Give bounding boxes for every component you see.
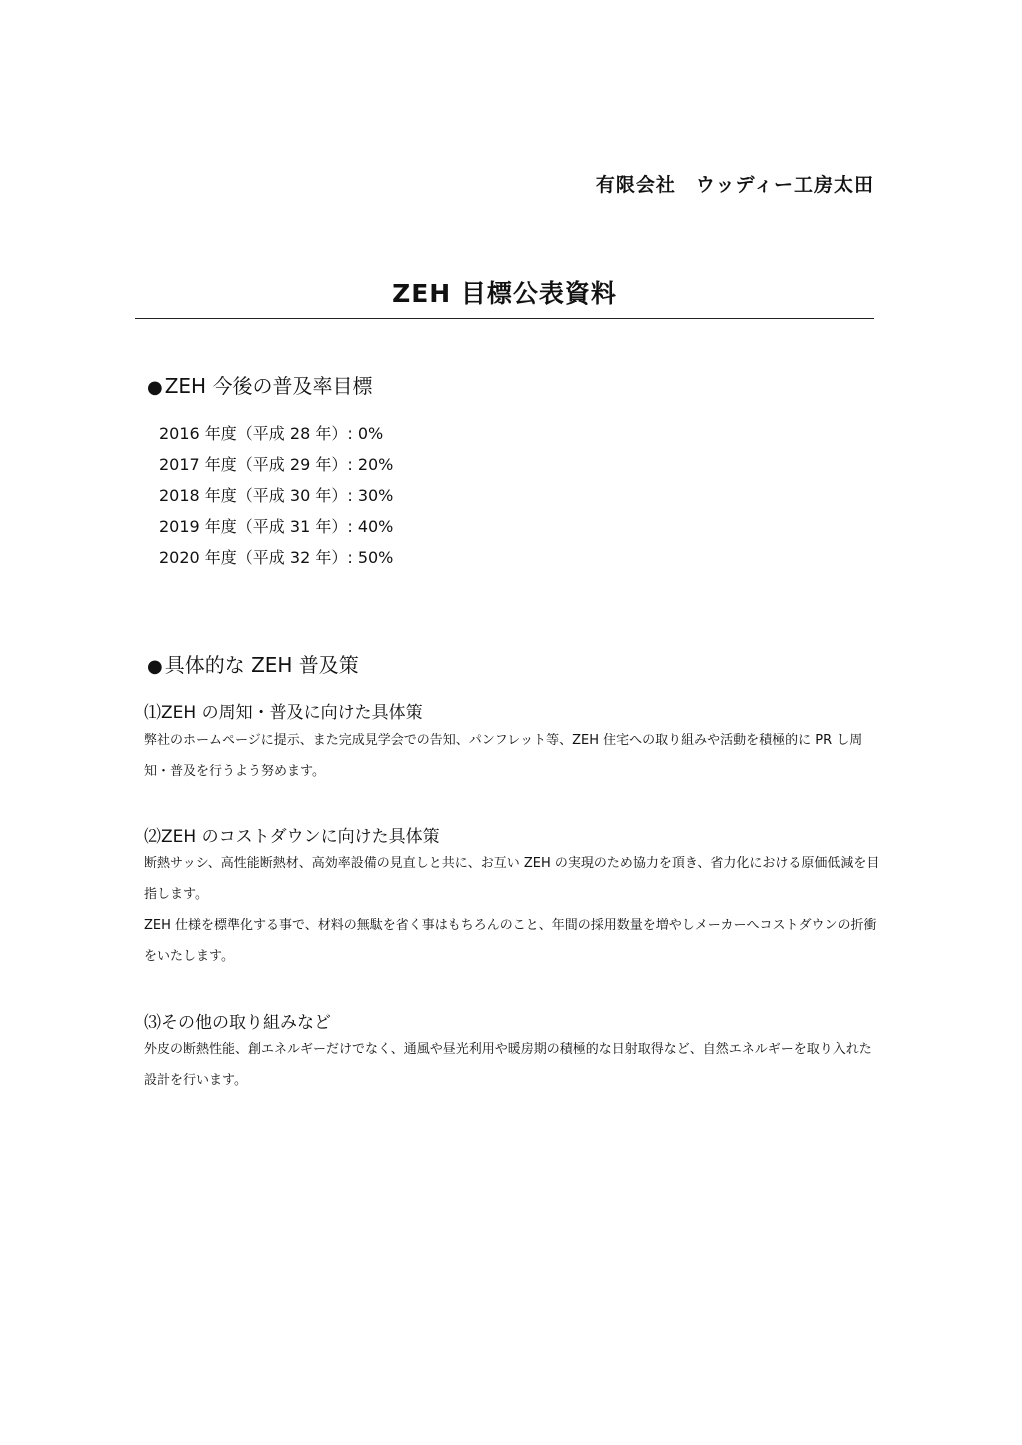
measure-2-heading: ⑵ZEH のコストダウンに向けた具体策 (144, 827, 440, 847)
measure-2-body-2: ZEH 仕様を標準化する事で、材料の無駄を省く事はもちろんのこと、年間の採用数量を増やしメーカーへコストダウンの折衝をいたします。 (144, 918, 877, 964)
company-name: 有限会社 ウッディー工房太田 (595, 174, 874, 196)
target-rate-item: 2020 年度（平成 32 年）: 50% (159, 548, 394, 567)
target-rate-item: 2017 年度（平成 29 年）: 20% (159, 455, 394, 474)
target-rate-item: 2016 年度（平成 28 年）: 0% (159, 424, 384, 443)
section-heading-text: ZEH 今後の普及率目標 (164, 374, 373, 398)
measure-3-heading: ⑶その他の取り組みなど (144, 1013, 331, 1033)
bullet-icon: ● (147, 377, 163, 398)
target-rate-list (159, 418, 393, 573)
measure-2-body-1: 断熱サッシ、高性能断熱材、高効率設備の見直しと共に、お互い ZEH の実現のため協力を頂き、省力化における原価低減を目指します。 (144, 856, 880, 902)
measure-1-heading: ⑴ZEH の周知・普及に向けた具体策 (144, 703, 423, 723)
bullet-icon: ● (147, 656, 163, 677)
measure-1-body: 弊社のホームページに提示、また完成見学会での告知、パンフレット等、ZEH 住宅への取り組みや活動を積極的に PR し周知・普及を行うよう努めます。 (144, 733, 863, 779)
title-underline (135, 318, 874, 319)
target-rate-item: 2019 年度（平成 31 年）: 40% (159, 517, 394, 536)
section-heading-measures (147, 649, 359, 678)
document-title: ZEH 目標公表資料 (392, 279, 617, 308)
target-rate-item: 2018 年度（平成 30 年）: 30% (159, 486, 394, 505)
section-heading-text: 具体的な ZEH 普及策 (164, 653, 359, 677)
section-heading-targets (147, 370, 372, 399)
measure-3-body: 外皮の断熱性能、創エネルギーだけでなく、通風や昼光利用や暖房期の積極的な日射取得など、自然エネルギーを取り入れた設計を行います。 (144, 1042, 872, 1088)
